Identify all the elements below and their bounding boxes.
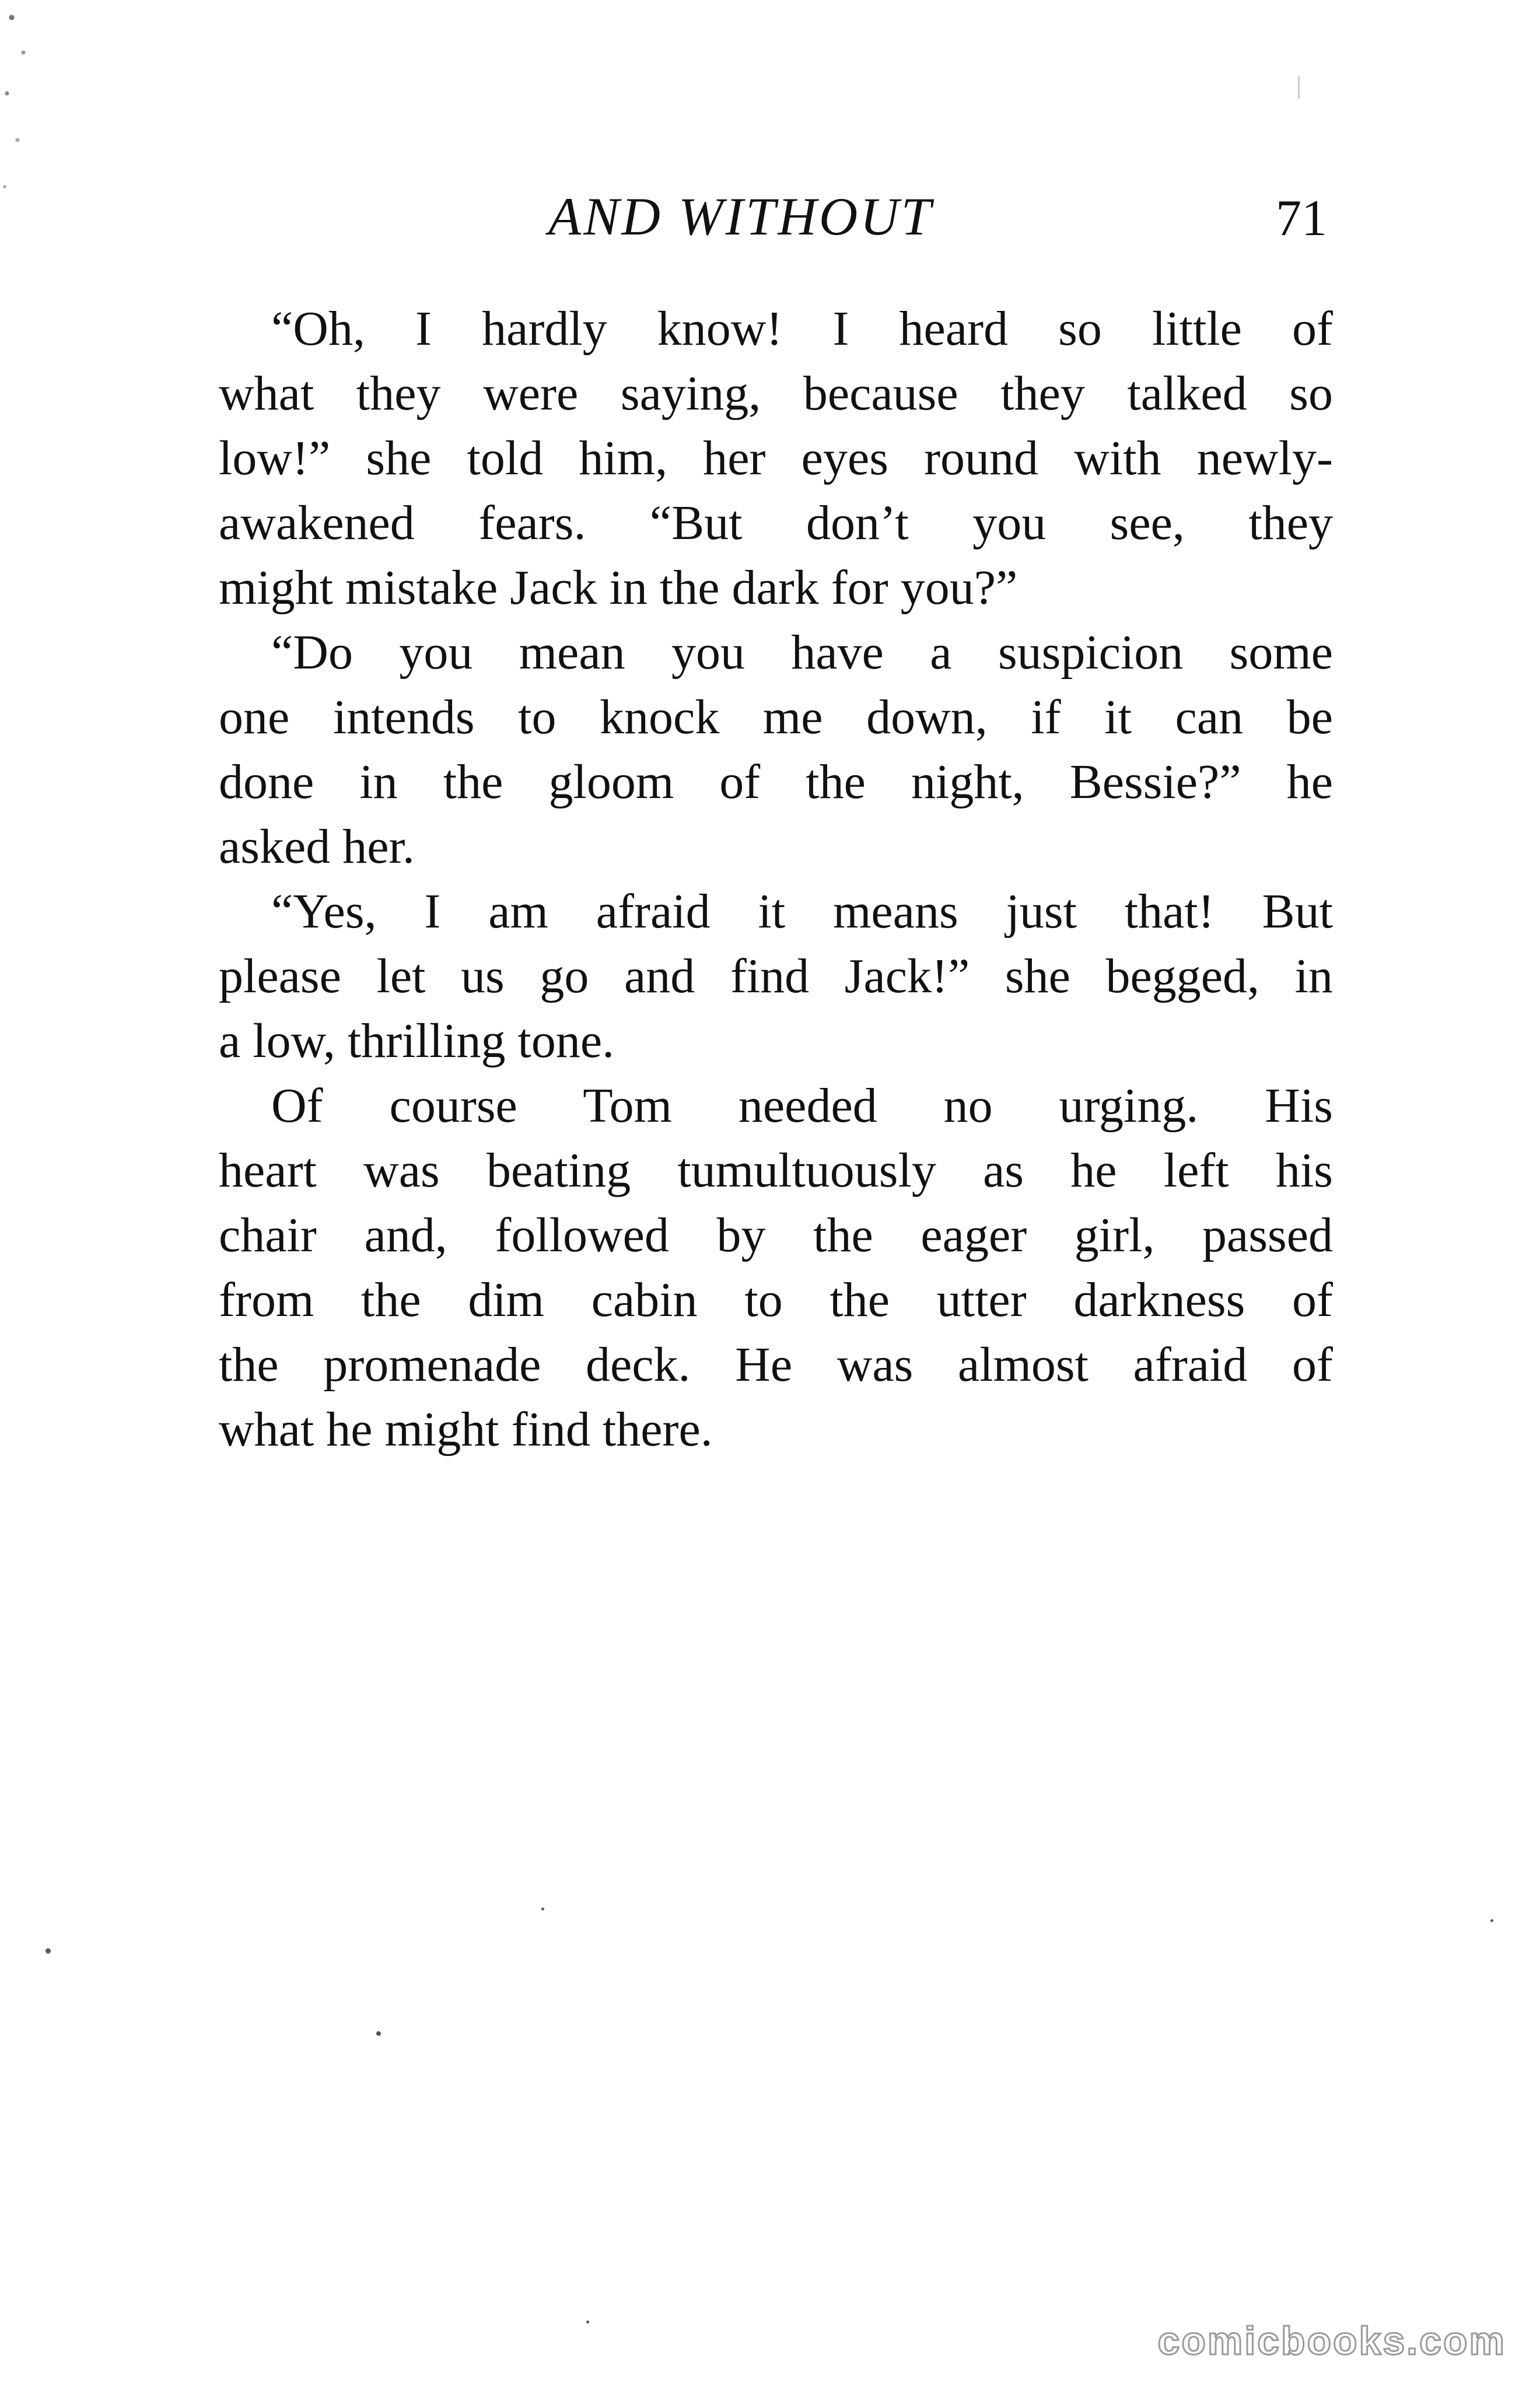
text-line: “Do you mean you have a suspicion some [271, 625, 1333, 680]
text-line: awakened fears. “But don’t you see, they [219, 496, 1333, 550]
text-line: chair and, followed by the eager girl, passed [219, 1208, 1333, 1262]
body-text [219, 296, 1333, 1462]
text-line: done in the gloom of the night, Bessie?” he [219, 755, 1333, 809]
text-line: please let us go and find Jack!” she begged, in [219, 949, 1333, 1003]
running-head [219, 186, 1327, 256]
text-line: “Yes, I am afraid it means just that! But [271, 884, 1333, 939]
text-line: the promenade deck. He was almost afraid of [219, 1338, 1333, 1392]
text-line: “Oh, I hardly know! I heard so little of [271, 302, 1333, 356]
site-watermark: comicbooks.com [1157, 2319, 1506, 2363]
scan-speck [376, 2031, 381, 2036]
text-line: from the dim cabin to the utter darkness of [219, 1273, 1333, 1327]
scan-edge-noise [0, 0, 41, 245]
text-line: what he might find there. [219, 1402, 713, 1457]
text-line: Of course Tom needed no urging. His [271, 1079, 1333, 1133]
text-line: low!” she told him, her eyes round with newly- [219, 431, 1333, 485]
text-line: heart was beating tumultuously as he left his [219, 1143, 1333, 1198]
text-line: might mistake Jack in the dark for you?” [219, 561, 1018, 615]
text-line: what they were saying, because they talked so [219, 366, 1333, 421]
scan-speck [46, 1948, 51, 1954]
scan-speck [1298, 76, 1300, 99]
text-line: a low, thrilling tone. [219, 1014, 615, 1068]
page-number: 71 [1276, 190, 1327, 247]
scan-speck [586, 2320, 589, 2323]
chapter-running-title: AND WITHOUT [548, 187, 933, 246]
text-line: asked her. [219, 820, 415, 874]
scan-speck [1490, 1919, 1493, 1922]
scan-speck [541, 1908, 544, 1910]
text-line: one intends to knock me down, if it can be [219, 690, 1333, 744]
